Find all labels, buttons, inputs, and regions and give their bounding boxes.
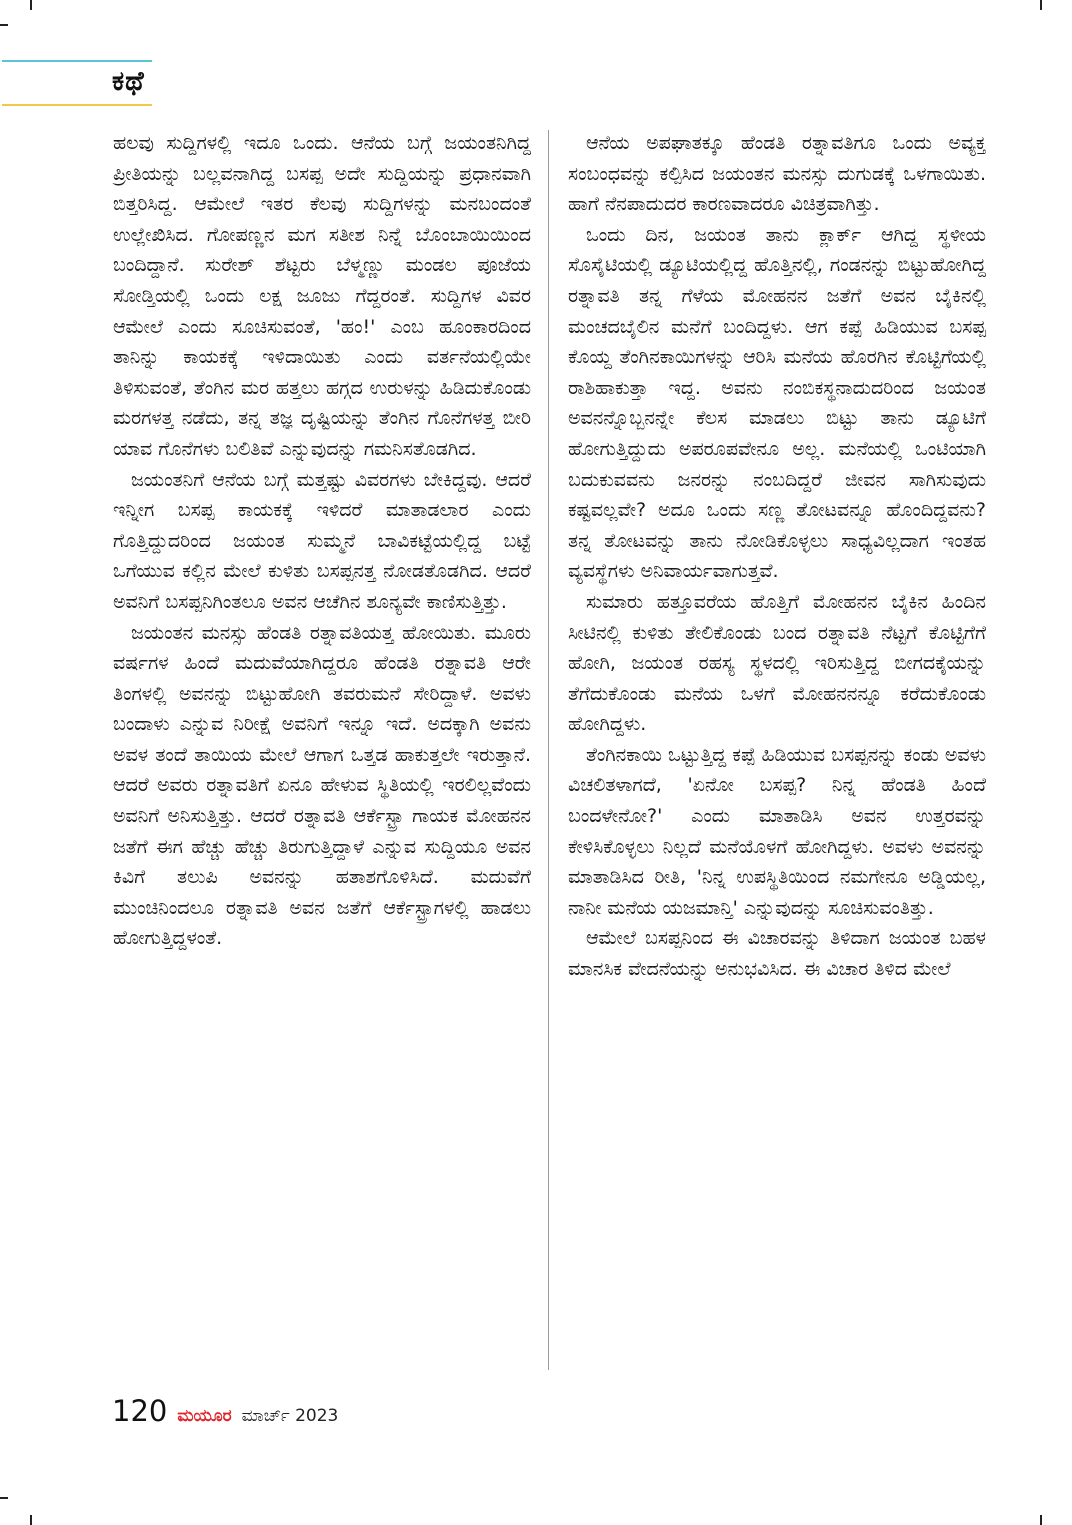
- article-column-right: [568, 128, 986, 985]
- paragraph: ಒಂದು ದಿನ, ಜಯಂತ ತಾನು ಕ್ಲಾರ್ಕ್ ಆಗಿದ್ದ ಸ್ಥಳೀಯ ಸೊಸೈಟಿಯಲ್ಲಿ ಡ್ಯೂಟಿಯಲ್ಲಿದ್ದ ಹೊತ್ತಿನಲ್ಲಿ, ಗಂಡನನ್ನು ಬಿಟ್ಟುಹೋಗಿದ್ದ ರತ್ನಾವತಿ ತನ್ನ ಗೆಳೆಯ ಮೋಹನನ ಜತೆಗೆ ಅವನ ಬೈಕಿನಲ್ಲಿ ಮಂಚದಬೈಲಿನ ಮನೆಗೆ ಬಂದಿದ್ದಳು. ಆಗ ಕಪ್ಪೆ ಹಿಡಿಯುವ ಬಸಪ್ಪ ಕೊಯ್ದ ತೆಂಗಿನಕಾಯಿಗಳನ್ನು ಆರಿಸಿ ಮನೆಯ ಹೊರಗಿನ ಕೊಟ್ಟಿಗೆಯಲ್ಲಿ ರಾಶಿಹಾಕುತ್ತಾ ಇದ್ದ. ಅವನು ನಂಬಿಕಸ್ಥನಾದುದರಿಂದ ಜಯಂತ ಅವನನ್ನೊಬ್ಬನನ್ನೇ ಕೆಲಸ ಮಾಡಲು ಬಿಟ್ಟು ತಾನು ಡ್ಯೂಟಿಗೆ ಹೋಗುತ್ತಿದ್ದುದು ಅಪರೂಪವೇನೂ ಅಲ್ಲ. ಮನೆಯಲ್ಲಿ ಒಂಟಿಯಾಗಿ ಬದುಕುವವನು ಜನರನ್ನು ನಂಬದಿದ್ದರೆ ಜೀವನ ಸಾಗಿಸುವುದು ಕಷ್ಟವಲ್ಲವೇ? ಅದೂ ಒಂದು ಸಣ್ಣ ತೋಟವನ್ನೂ ಹೊಂದಿದ್ದವನು? ತನ್ನ ತೋಟವನ್ನು ತಾನು ನೋಡಿಕೊಳ್ಳಲು ಸಾಧ್ಯವಿಲ್ಲದಾಗ ಇಂತಹ ವ್ಯವಸ್ಥೆಗಳು ಅನಿವಾರ್ಯವಾಗುತ್ತವೆ.: [568, 223, 986, 583]
- paragraph: ಜಯಂತನಿಗೆ ಆನೆಯ ಬಗ್ಗೆ ಮತ್ತಷ್ಟು ವಿವರಗಳು ಬೇಕಿದ್ದವು. ಆದರೆ ಇನ್ನೀಗ ಬಸಪ್ಪ ಕಾಯಕಕ್ಕೆ ಇಳಿದರೆ ಮಾತಾಡಲಾರ ಎಂದು ಗೊತ್ತಿದ್ದುದರಿಂದ ಜಯಂತ ಸುಮ್ಮನೆ ಬಾವಿಕಟ್ಟೆಯಲ್ಲಿದ್ದ ಬಟ್ಟೆ ಒಗೆಯುವ ಕಲ್ಲಿನ ಮೇಲೆ ಕುಳಿತು ಬಸಪ್ಪನತ್ತ ನೋಡತೊಡಗಿದ. ಆದರೆ ಅವನಿಗೆ ಬಸಪ್ಪನಿಗಿಂತಲೂ ಅವನ ಆಚೆಗಿನ ಶೂನ್ಯವೇ ಕಾಣಿಸುತ್ತಿತ್ತು.: [113, 468, 531, 613]
- paragraph: ತೆಂಗಿನಕಾಯಿ ಒಟ್ಟುತ್ತಿದ್ದ ಕಪ್ಪೆ ಹಿಡಿಯುವ ಬಸಪ್ಪನನ್ನು ಕಂಡು ಅವಳು ವಿಚಲಿತಳಾಗದೆ, 'ಏನೋ ಬಸಪ್ಪ? ನಿನ್ನ ಹೆಂಡತಿ ಹಿಂದೆ ಬಂದಳೇನೋ?' ಎಂದು ಮಾತಾಡಿಸಿ ಅವನ ಉತ್ತರವನ್ನು ಕೇಳಿಸಿಕೊಳ್ಳಲು ನಿಲ್ಲದೆ ಮನೆಯೊಳಗೆ ಹೋಗಿದ್ದಳು. ಅವಳು ಅವನನ್ನು ಮಾತಾಡಿಸಿದ ರೀತಿ, 'ನಿನ್ನ ಉಪಸ್ಥಿತಿಯಿಂದ ನಮಗೇನೂ ಅಡ್ಡಿಯಲ್ಲ, ನಾನೀ ಮನೆಯ ಯಜಮಾನ್ತಿ' ಎನ್ನುವುದನ್ನು ಸೂಚಿಸುವಂತಿತ್ತು.: [568, 743, 986, 919]
- paragraph: ಸುಮಾರು ಹತ್ತೂವರೆಯ ಹೊತ್ತಿಗೆ ಮೋಹನನ ಬೈಕಿನ ಹಿಂದಿನ ಸೀಟಿನಲ್ಲಿ ಕುಳಿತು ತೇಲಿಕೊಂಡು ಬಂದ ರತ್ನಾವತಿ ನೆಟ್ಟಗೆ ಕೊಟ್ಟಿಗೆಗೆ ಹೋಗಿ, ಜಯಂತ ರಹಸ್ಯ ಸ್ಥಳದಲ್ಲಿ ಇರಿಸುತ್ತಿದ್ದ ಬೀಗದಕೈಯನ್ನು ತೆಗೆದುಕೊಂಡು ಮನೆಯ ಒಳಗೆ ಮೋಹನನನ್ನೂ ಕರೆದುಕೊಂಡು ಹೋಗಿದ್ದಳು.: [568, 590, 986, 736]
- paragraph: ಆಮೇಲೆ ಬಸಪ್ಪನಿಂದ ಈ ವಿಚಾರವನ್ನು ತಿಳಿದಾಗ ಜಯಂತ ಬಹಳ ಮಾನಸಿಕ ವೇದನೆಯನ್ನು ಅನುಭವಿಸಿದ. ಈ ವಿಚಾರ ತಿಳಿದ ಮೇಲೆ: [568, 927, 986, 981]
- crop-mark: [0, 24, 8, 26]
- crop-mark: [0, 1497, 8, 1499]
- section-title: ಕಥೆ: [112, 66, 145, 97]
- article-column-left: [113, 128, 531, 954]
- paragraph: ಜಯಂತನ ಮನಸ್ಸು ಹೆಂಡತಿ ರತ್ನಾವತಿಯತ್ತ ಹೋಯಿತು. ಮೂರು ವರ್ಷಗಳ ಹಿಂದೆ ಮದುವೆಯಾಗಿದ್ದರೂ ಹೆಂಡತಿ ರತ್ನಾವತಿ ಆರೇ ತಿಂಗಳಲ್ಲಿ ಅವನನ್ನು ಬಿಟ್ಟುಹೋಗಿ ತವರುಮನೆ ಸೇರಿದ್ದಾಳೆ. ಅವಳು ಬಂದಾಳು ಎನ್ನುವ ನಿರೀಕ್ಷೆ ಅವನಿಗೆ ಇನ್ನೂ ಇದೆ. ಅದಕ್ಕಾಗಿ ಅವನು ಅವಳ ತಂದೆ ತಾಯಿಯ ಮೇಲೆ ಆಗಾಗ ಒತ್ತಡ ಹಾಕುತ್ತಲೇ ಇರುತ್ತಾನೆ. ಆದರೆ ಅವರು ರತ್ನಾವತಿಗೆ ಏನೂ ಹೇಳುವ ಸ್ಥಿತಿಯಲ್ಲಿ ಇರಲಿಲ್ಲವೆಂದು ಅವನಿಗೆ ಅನಿಸುತ್ತಿತ್ತು. ಆದರೆ ರತ್ನಾವತಿ ಆರ್ಕೆಸ್ಟ್ರಾ ಗಾಯಕ ಮೋಹನನ ಜತೆಗೆ ಈಗ ಹೆಚ್ಚು ಹೆಚ್ಚು ತಿರುಗುತ್ತಿದ್ದಾಳೆ ಎನ್ನುವ ಸುದ್ದಿಯೂ ಅವನ ಕಿವಿಗೆ ತಲುಪಿ ಅವನನ್ನು ಹತಾಶಗೊಳಿಸಿದೆ. ಮದುವೆಗೆ ಮುಂಚಿನಿಂದಲೂ ರತ್ನಾವತಿ ಅವನ ಜತೆಗೆ ಆರ್ಕೆಸ್ಟ್ರಾಗಳಲ್ಲಿ ಹಾಡಲು ಹೋಗುತ್ತಿದ್ದಳಂತೆ.: [113, 621, 531, 950]
- crop-mark: [1040, 0, 1042, 10]
- page-footer: [112, 1394, 338, 1428]
- page-number: 120: [112, 1394, 168, 1428]
- issue-date: ಮಾರ್ಚ್ 2023: [241, 1406, 339, 1426]
- paragraph: ಹಲವು ಸುದ್ದಿಗಳಲ್ಲಿ ಇದೂ ಒಂದು. ಆನೆಯ ಬಗ್ಗೆ ಜಯಂತನಿಗಿದ್ದ ಪ್ರೀತಿಯನ್ನು ಬಲ್ಲವನಾಗಿದ್ದ ಬಸಪ್ಪ ಅದೇ ಸುದ್ದಿಯನ್ನು ಪ್ರಧಾನವಾಗಿ ಬಿತ್ತರಿಸಿದ್ದ. ಆಮೇಲೆ ಇತರ ಕೆಲವು ಸುದ್ದಿಗಳನ್ನು ಮನಬಂದಂತೆ ಉಲ್ಲೇಖಿಸಿದ. ಗೋಪಣ್ಣನ ಮಗ ಸತೀಶ ನಿನ್ನೆ ಬೊಂಬಾಯಿಯಿಂದ ಬಂದಿದ್ದಾನೆ. ಸುರೇಶ್ ಶೆಟ್ಟರು ಬೆಳ್ಮಣ್ಣು ಮಂಡಲ ಪೂಜೆಯ ಸೋಡ್ತಿಯಲ್ಲಿ ಒಂದು ಲಕ್ಷ ಜೂಜು ಗೆದ್ದರಂತೆ. ಸುದ್ದಿಗಳ ವಿವರ ಆಮೇಲೆ ಎಂದು ಸೂಚಿಸುವಂತೆ, 'ಹಂ!' ಎಂಬ ಹೂಂಕಾರದಿಂದ ತಾನಿನ್ನು ಕಾಯಕಕ್ಕೆ ಇಳಿದಾಯಿತು ಎಂದು ವರ್ತನೆಯಲ್ಲಿಯೇ ತಿಳಿಸುವಂತೆ, ತೆಂಗಿನ ಮರ ಹತ್ತಲು ಹಗ್ಗದ ಉರುಳನ್ನು ಹಿಡಿದುಕೊಂಡು ಮರಗಳತ್ತ ನಡೆದು, ತನ್ನ ತಜ್ಞ ದೃಷ್ಟಿಯನ್ನು ತೆಂಗಿನ ಗೊನೆಗಳತ್ತ ಬೀರಿ ಯಾವ ಗೊನೆಗಳು ಬಲಿತಿವೆ ಎನ್ನುವುದನ್ನು ಗಮನಿಸತೊಡಗಿದ.: [113, 132, 531, 460]
- crop-mark: [1040, 1515, 1042, 1525]
- header-accent-line-bottom: [2, 104, 152, 106]
- header-accent-line-top: [2, 60, 152, 62]
- crop-mark: [30, 0, 32, 10]
- crop-mark: [30, 1515, 32, 1525]
- column-divider: [548, 130, 549, 1370]
- paragraph: ಆನೆಯ ಅಪಘಾತಕ್ಕೂ ಹೆಂಡತಿ ರತ್ನಾವತಿಗೂ ಒಂದು ಅವ್ಯಕ್ತ ಸಂಬಂಧವನ್ನು ಕಲ್ಪಿಸಿದ ಜಯಂತನ ಮನಸ್ಸು ದುಗುಡಕ್ಕೆ ಒಳಗಾಯಿತು. ಹಾಗೆ ನೆನಪಾದುದರ ಕಾರಣವಾದರೂ ವಿಚಿತ್ರವಾಗಿತ್ತು.: [568, 132, 986, 216]
- magazine-logo: ಮಯೂರ: [177, 1406, 232, 1426]
